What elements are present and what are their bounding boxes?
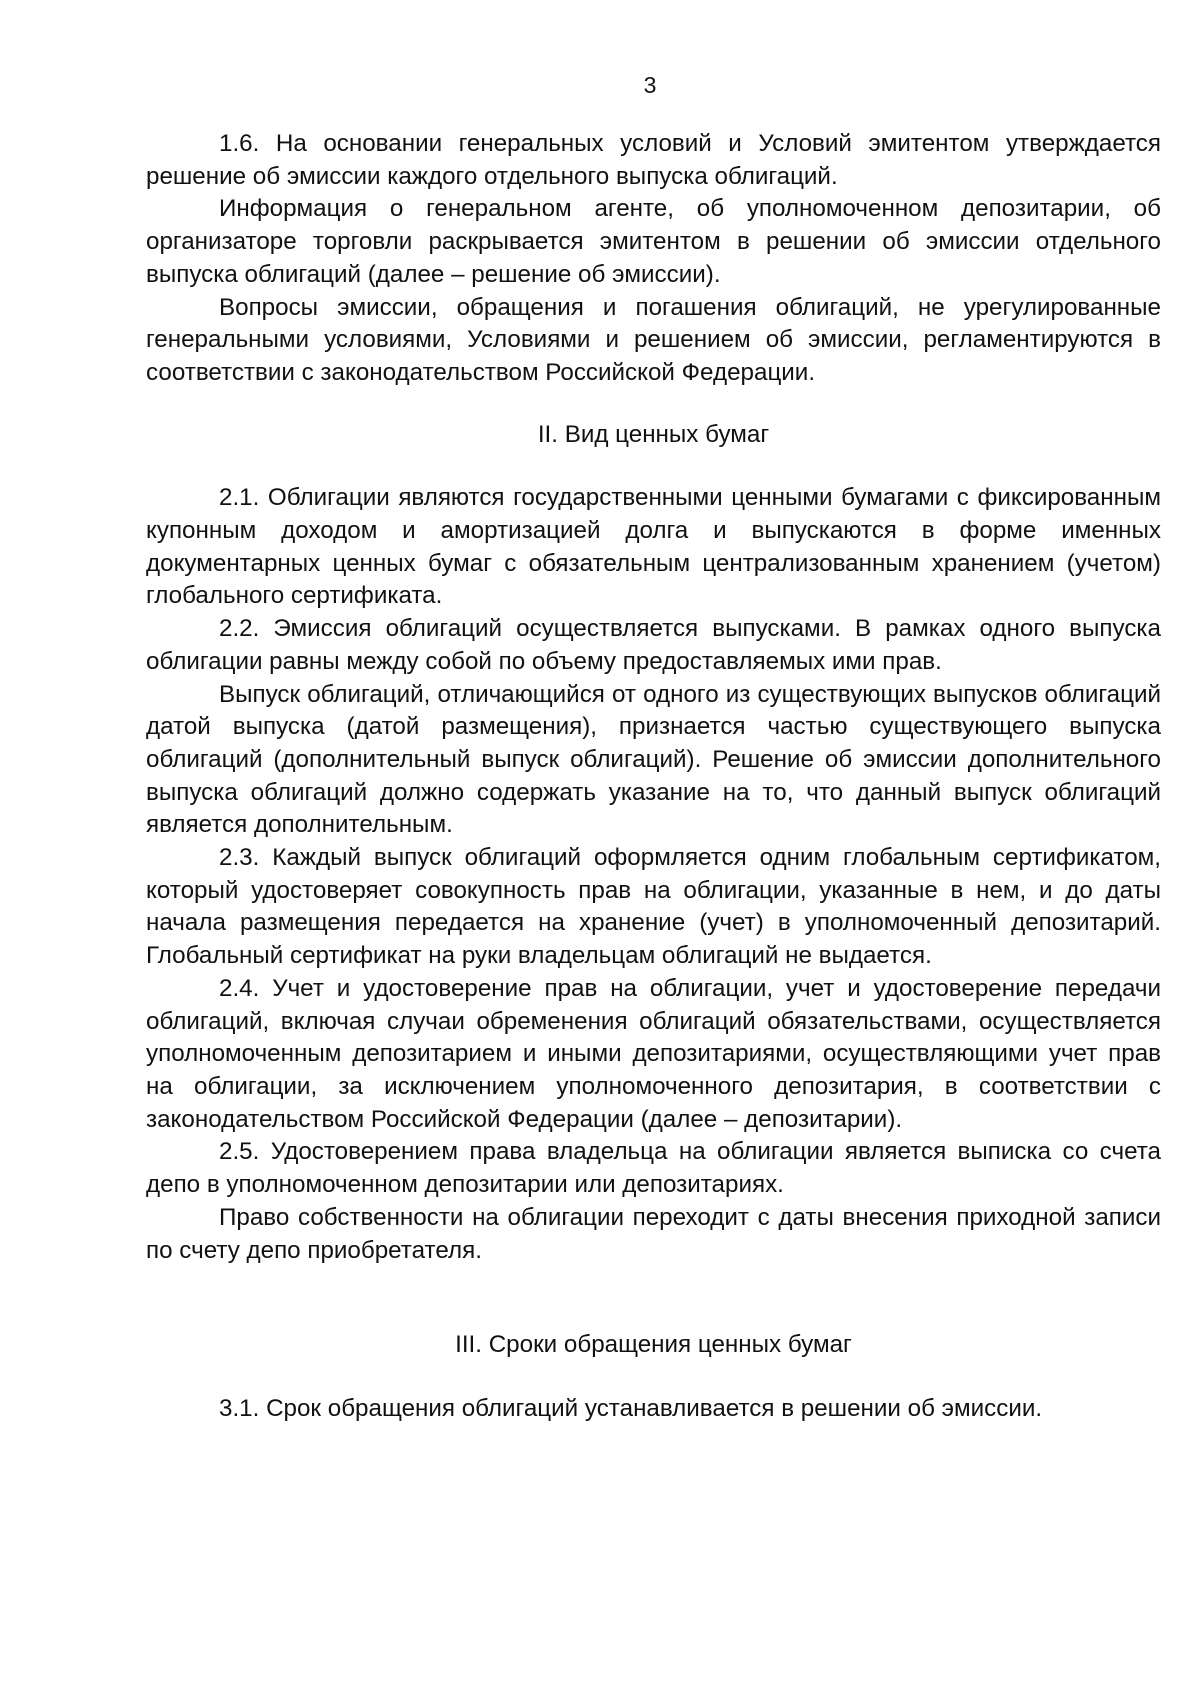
paragraph-1-6: 1.6. На основании генеральных условий и Условий эмитентом утверждается решение об эмиссии каждого отдельного выпуска облигаций. [146, 130, 1161, 190]
paragraph-agent-info: Информация о генеральном агенте, об уполномоченном депозитарии, об организаторе торговли раскрывается эмитентом в решении об эмиссии отдельного выпуска облигаций (далее – решение об эмиссии). [146, 195, 1161, 288]
paragraph-2-1: 2.1. Облигации являются государственными ценными бумагами с фиксированным купонным доходом и амортизацией долга и выпускаются в форме именных документарных ценных бумаг с обязательным централизованным хранением (учетом) глобального сертификата. [146, 484, 1161, 610]
paragraph-ownership-right: Право собственности на облигации переходит с даты внесения приходной записи по счету депо приобретателя. [146, 1203, 1161, 1264]
paragraph-additional-issue: Выпуск облигаций, отличающийся от одного из существующих выпусков облигаций датой выпуска (датой размещения), признается частью существующего выпуска облигаций (дополнительный выпуск облигаций). Решение об эмиссии дополнительного выпуска облигаций должно содержать указание на то, что данный выпуск облигаций является дополнительным. [146, 680, 1161, 839]
paragraph-unregulated-questions: Вопросы эмиссии, обращения и погашения облигаций, не урегулированные генеральными условиями, Условиями и решением об эмиссии, регламентируются в соответствии с законодательством Российской Федерации. [146, 293, 1161, 386]
paragraph-2-3: 2.3. Каждый выпуск облигаций оформляется одним глобальным сертификатом, который удостоверяет совокупность прав на облигации, указанные в нем, и до даты начала размещения передается на хранение (учет) в уполномоченный депозитарий. Глобальный сертификат на руки владельцам облигаций не выдается. [146, 844, 1161, 970]
paragraph-2-4: 2.4. Учет и удостоверение прав на облигации, учет и удостоверение передачи облигаций, включая случаи обременения облигаций обязательствами, осуществляется уполномоченным депозитарием и иными депозитариями, осуществляющими учет прав на облигации, за исключением уполномоченного депозитария, в соответствии с законодательством Российской Федерации (далее – депозитарии). [146, 974, 1161, 1133]
page-number: 3 [643, 72, 657, 98]
paragraph-2-2: 2.2. Эмиссия облигаций осуществляется выпусками. В рамках одного выпуска облигации равны между собой по объему предоставляемых ими прав. [146, 615, 1161, 675]
section-heading-2: II. Вид ценных бумаг [537, 420, 770, 448]
paragraph-3-1: 3.1. Срок обращения облигаций устанавливается в решении об эмиссии. [219, 1394, 1043, 1422]
paragraph-2-5: 2.5. Удостоверением права владельца на облигации является выписка со счета депо в уполномоченном депозитарии или депозитариях. [146, 1138, 1161, 1199]
document-body [146, 128, 1161, 1426]
section-heading-3: III. Сроки обращения ценных бумаг [455, 1331, 852, 1359]
